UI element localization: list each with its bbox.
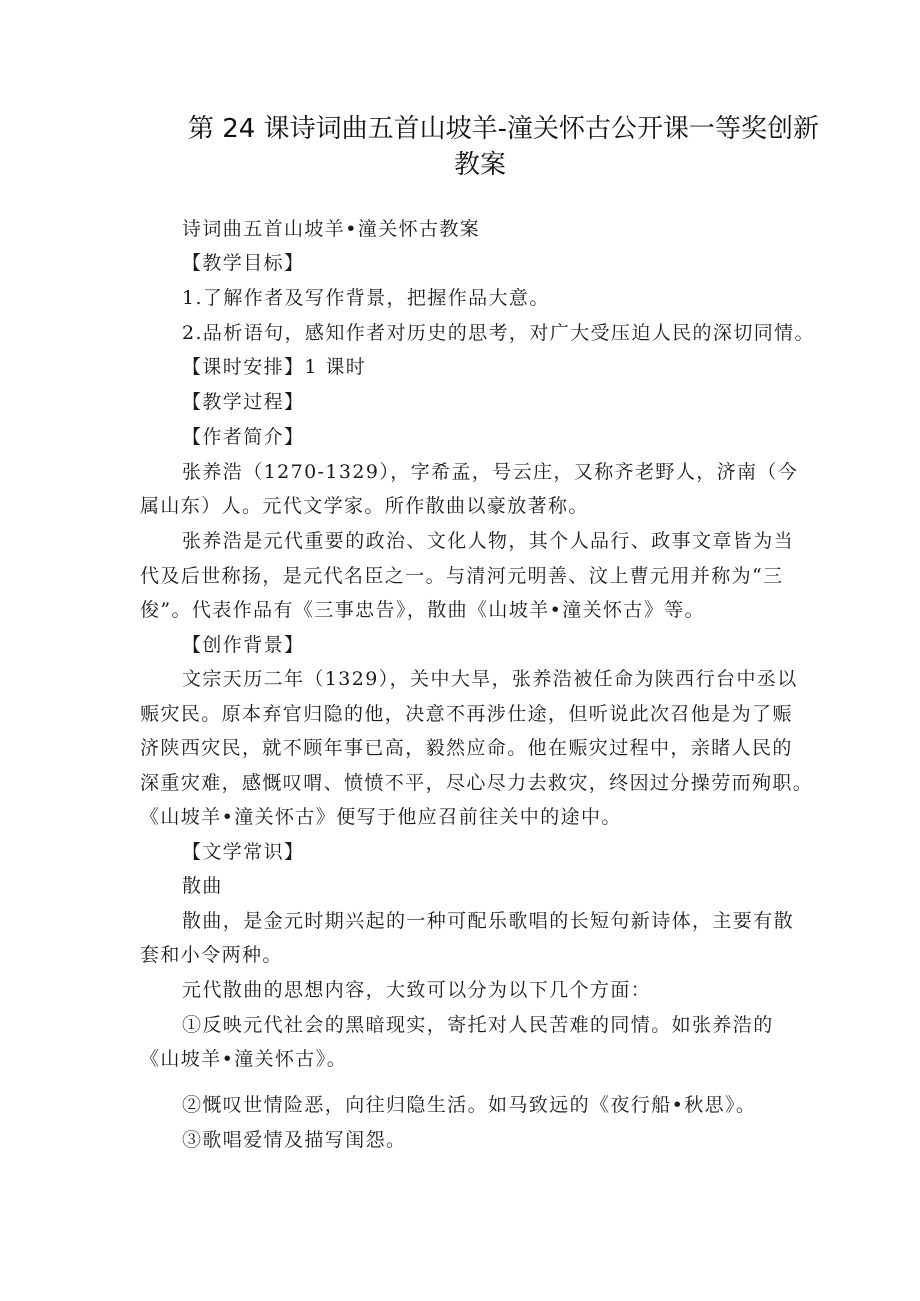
section-heading-goals: 【教学目标】 [182, 252, 305, 274]
author-paragraph-1-line: 张养浩（1270-1329），字希孟，号云庄，又称齐老野人，济南（今 [182, 461, 799, 483]
content-point-1-line: ①反映元代社会的黑暗现实，寄托对人民苦难的同情。如张养浩的 [182, 1014, 774, 1036]
goal-item-1: 1.了解作者及写作背景，把握作品大意。 [182, 287, 550, 309]
background-paragraph-line: 深重灾难，感慨叹喟、愤愤不平，尽心尽力去救灾，终因过分操劳而殉职。 [140, 772, 814, 794]
author-paragraph-2-line: 代及后世称扬，是元代名臣之一。与清河元明善、汶上曹元用并称为“三 [140, 565, 784, 587]
content-point-3: ③歌唱爱情及描写闺怨。 [182, 1129, 407, 1151]
schedule-line: 【课时安排】1 课时 [182, 356, 367, 378]
section-heading-background: 【创作背景】 [182, 634, 305, 656]
content-point-1-line: 《山坡羊•潼关怀古》。 [140, 1048, 348, 1070]
author-paragraph-2-line: 张养浩是元代重要的政治、文化人物，其个人品行、政事文章皆为当 [182, 530, 795, 552]
sanqu-paragraph-line: 散曲，是金元时期兴起的一种可配乐歌唱的长短句新诗体，主要有散 [182, 910, 795, 932]
content-point-2: ②慨叹世情险恶，向往归隐生活。如马致远的《夜行船•秋思》。 [182, 1094, 757, 1116]
document-title-line2: 教案 [453, 150, 506, 180]
section-heading-literature: 【文学常识】 [182, 841, 305, 863]
author-paragraph-1-line: 属山东）人。元代文学家。所作散曲以豪放著称。 [140, 495, 589, 517]
section-heading-author: 【作者简介】 [182, 426, 305, 448]
sanqu-label: 散曲 [182, 875, 223, 897]
background-paragraph-line: 文宗天历二年（1329），关中大旱，张养浩被任命为陕西行台中丞以 [182, 668, 798, 690]
section-heading-process: 【教学过程】 [182, 391, 305, 413]
sanqu-paragraph-line: 套和小令两种。 [140, 944, 283, 966]
background-paragraph-line: 赈灾民。原本弃官归隐的他，决意不再涉仕途，但听说此次召他是为了赈 [140, 703, 793, 725]
author-paragraph-2-line: 俊”。代表作品有《三事忠告》，散曲《山坡羊•潼关怀古》等。 [140, 599, 706, 621]
yuan-sanqu-intro: 元代散曲的思想内容，大致可以分为以下几个方面： [182, 979, 652, 1001]
background-paragraph-line: 济陕西灾民，就不顾年事已高，毅然应命。他在赈灾过程中，亲睹人民的 [140, 737, 793, 759]
background-paragraph-line: 《山坡羊•潼关怀古》便写于他应召前往关中的途中。 [140, 806, 622, 828]
goal-item-2: 2.品析语句，感知作者对历史的思考，对广大受压迫人民的深切同情。 [182, 322, 815, 344]
document-title-line1: 第 24 课诗词曲五首山坡羊-潼关怀古公开课一等奖创新 [188, 114, 819, 144]
lesson-subtitle: 诗词曲五首山坡羊•潼关怀古教案 [182, 218, 481, 240]
